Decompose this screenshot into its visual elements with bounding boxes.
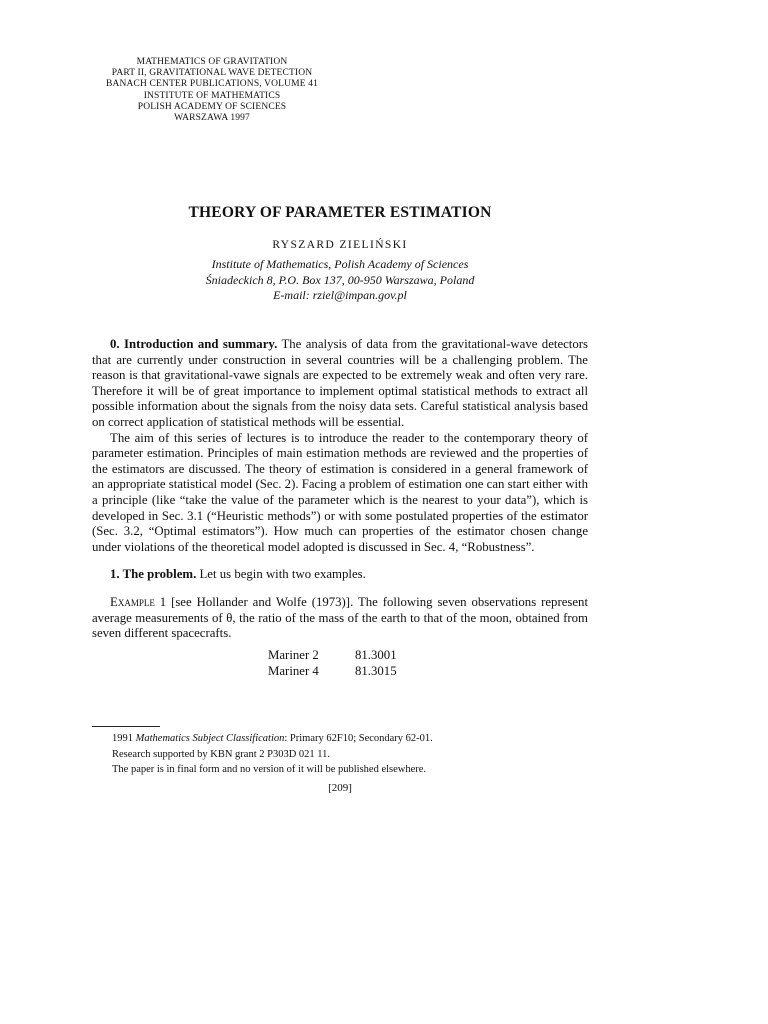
- affiliation-address: Śniadeckich 8, P.O. Box 137, 00-950 Warszawa, Poland: [205, 272, 475, 287]
- header-line: WARSZAWA 1997: [174, 113, 250, 124]
- paragraph-text: [see Hollander and Wolfe (1973)]. The following seven observations represent average measurements of θ, the ratio of the mass of the earth to that of the moon, obtained from seven different spacecrafts.: [92, 594, 588, 641]
- spacecraft-name: Mariner 2: [268, 647, 319, 662]
- observation-table: [268, 648, 448, 680]
- table-row: [268, 664, 448, 680]
- example-paragraph: [92, 595, 588, 642]
- footnote-final: The paper is in final form and no version of it will be published elsewhere.: [112, 764, 427, 775]
- author-name: RYSZARD ZIELIŃSKI: [272, 239, 408, 251]
- paper-title: THEORY OF PARAMETER ESTIMATION: [188, 204, 492, 221]
- footnote-msc: [92, 731, 588, 747]
- footnotes: [92, 731, 588, 778]
- page-number: [209]: [328, 782, 352, 794]
- section-heading: 0. Introduction and summary.: [110, 337, 278, 351]
- spacecraft-name: Mariner 4: [268, 663, 319, 678]
- header-line: POLISH ACADEMY OF SCIENCES: [137, 101, 287, 112]
- problem-paragraph: [92, 567, 588, 583]
- table-row: [268, 648, 448, 664]
- paragraph-text: The analysis of data from the gravitational-wave detectors that are currently under construction in several countries will be a challenging problem. The reason is that gravitational-vawe signals are expected to be extremely weak and often very rare. Therefore it will be of great importance to implement optimal statistical methods to extract all possible information about the signals from the noisy data sets. Careful statistical analysis based on correct application of statistical methods will be essential.: [92, 337, 588, 429]
- observation-value: 81.3015: [355, 663, 397, 678]
- publication-header: [92, 57, 332, 124]
- msc-year: 1991: [112, 733, 133, 744]
- affiliation-email: E-mail: rziel@impan.gov.pl: [273, 288, 407, 302]
- header-line: MATHEMATICS OF GRAVITATION: [136, 57, 288, 67]
- header-line: BANACH CENTER PUBLICATIONS, VOLUME 41: [105, 79, 318, 90]
- observation-value: 81.3001: [355, 647, 397, 662]
- author-affiliation: [92, 257, 588, 304]
- msc-codes: : Primary 62F10; Secondary 62-01.: [284, 733, 433, 744]
- header-line: INSTITUTE OF MATHEMATICS: [143, 90, 281, 101]
- msc-label: Mathematics Subject Classification: [135, 733, 285, 744]
- affiliation-institute: Institute of Mathematics, Polish Academy of Sciences: [211, 257, 469, 271]
- paper-body: [92, 337, 588, 680]
- intro-paragraph-2: The aim of this series of lectures is to introduce the reader to the contemporary theory of parameter estimation. Principles of main estimation methods are reviewed and the properties of the estimators are discussed. The theory of estimation is considered in a general framework of an appropriate statistical model (Sec. 2). Facing a problem of estimation one can start either with a principle (like “take the value of the parameter which is the nearest to your data”), which is developed in Sec. 3.1 (“Heuristic methods”) or with some postulated properties of the estimator (Sec. 3.2, “Optimal estimators”). How much can properties of the estimator chosen change under violations of the theoretical model adopted is discussed in Sec. 4, “Robustness”.: [92, 430, 588, 554]
- footnote-rule: [92, 726, 160, 727]
- intro-paragraph-1: [92, 337, 588, 431]
- section-heading: 1. The problem.: [110, 567, 197, 582]
- footnote-grant: Research supported by KBN grant 2 P303D 021 11.: [112, 748, 331, 760]
- example-label: Example 1: [110, 594, 167, 609]
- header-line: PART II, GRAVITATIONAL WAVE DETECTION: [111, 68, 313, 79]
- paragraph-text: Let us begin with two examples.: [199, 567, 366, 582]
